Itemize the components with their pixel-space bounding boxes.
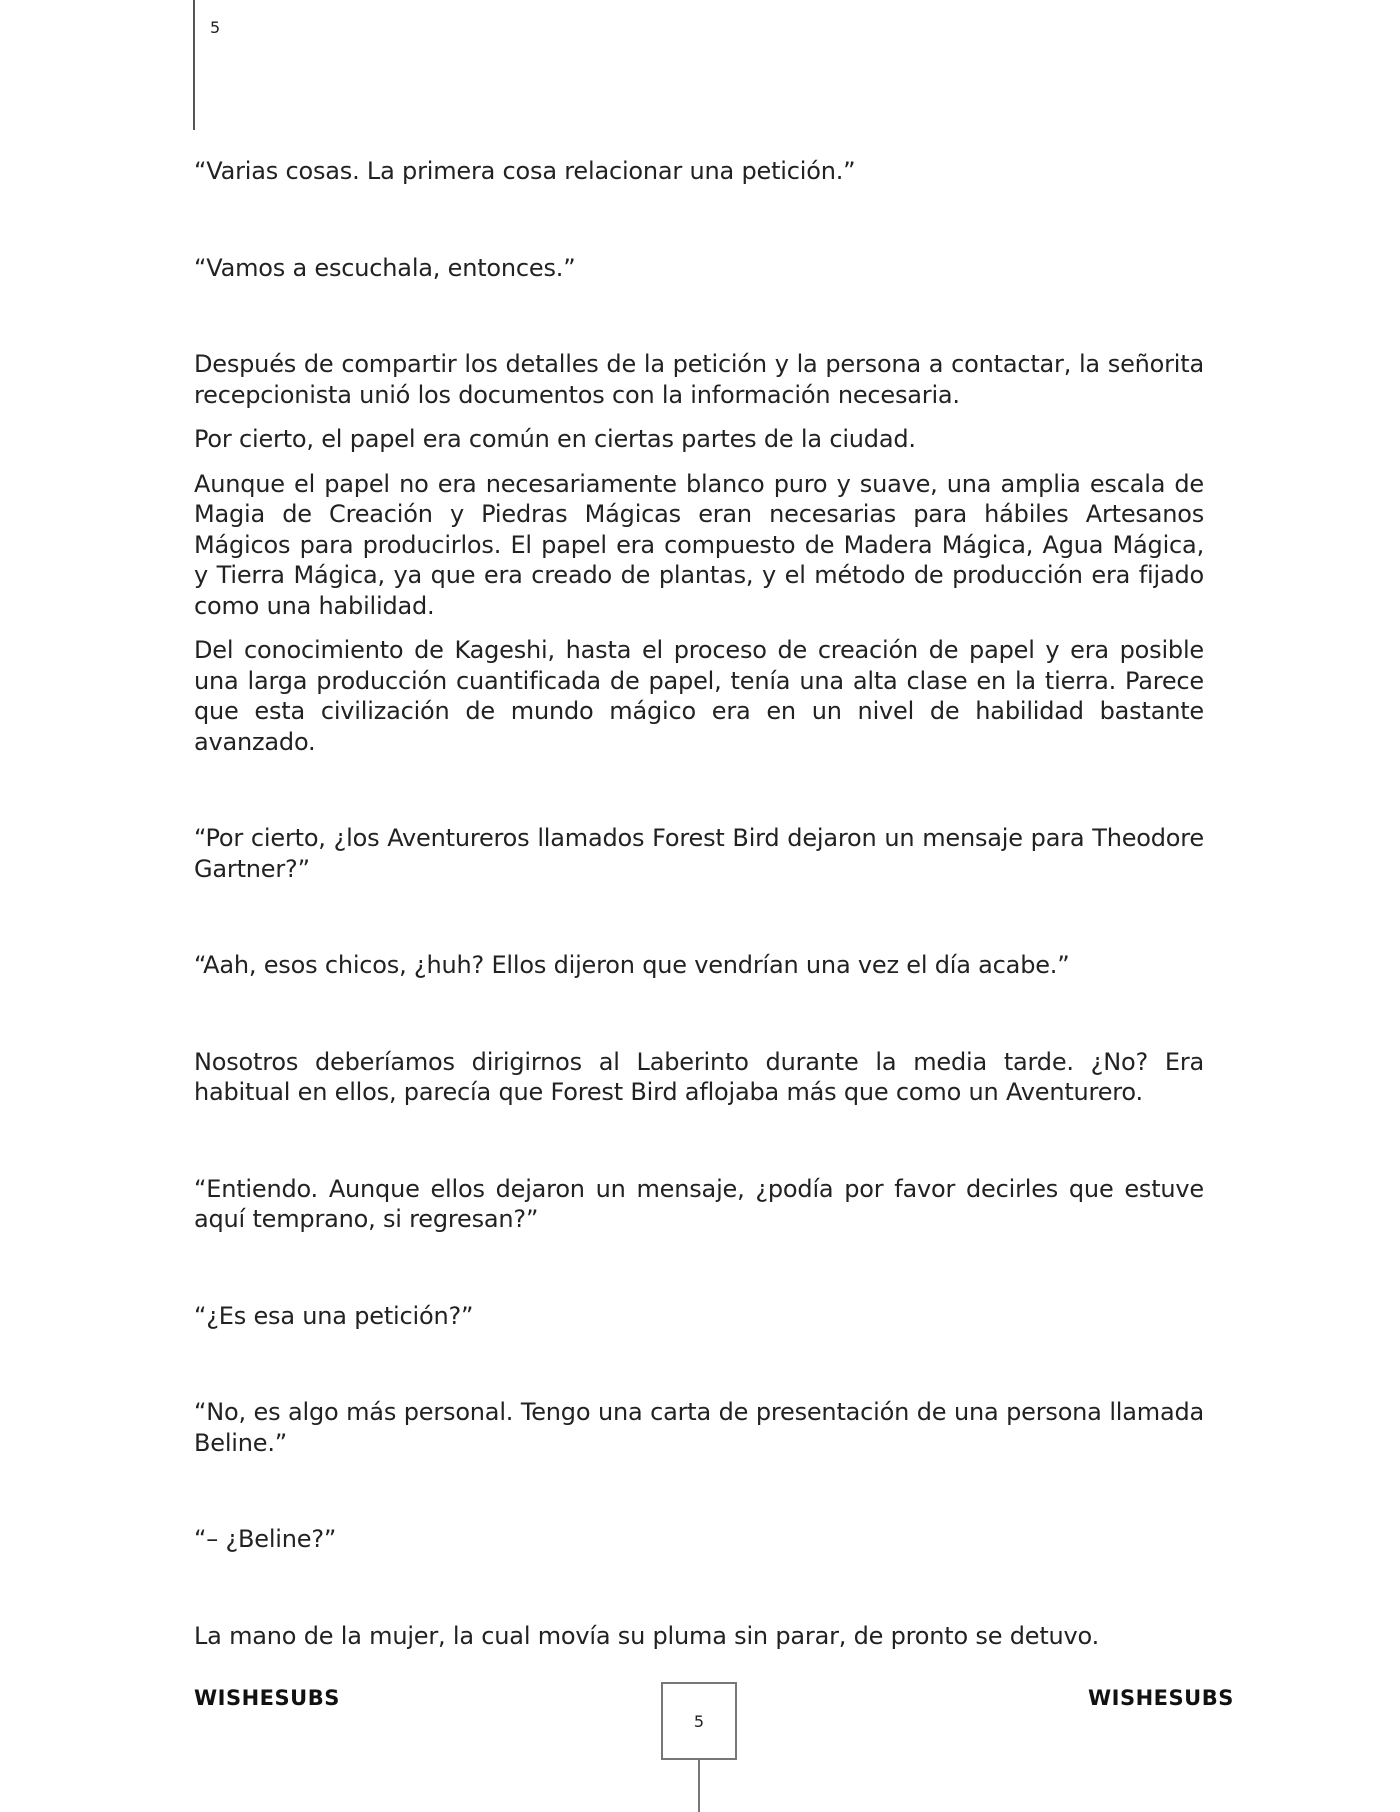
paragraph-12: “No, es algo más personal. Tengo una carta de presentación de una persona llamada Beline.” — [194, 1398, 1204, 1457]
paragraph-10: “Entiendo. Aunque ellos dejaron un mensaje, ¿podía por favor decirles que estuve aquí temprano, si regresan?” — [194, 1174, 1204, 1233]
paragraph-2: “Vamos a escuchala, entonces.” — [194, 253, 576, 282]
footer-rule — [698, 1760, 700, 1812]
paragraph-5: Aunque el papel no era necesariamente blanco puro y suave, una amplia escala de Magia de Creación y Piedras Mágicas eran necesarias para hábiles Artesanos Mágicos para producirlos. El papel era compuesto de Madera Mágica, Agua Mágica, y Tierra Mágica, ya que era creado de plantas, y el método de producción era fijado como una habilidad. — [194, 469, 1204, 620]
paragraph-8: “Aah, esos chicos, ¿huh? Ellos dijeron que vendrían una vez el día acabe.” — [194, 951, 1070, 979]
footer-page-number-box — [661, 1682, 737, 1760]
paragraph-3: Después de compartir los detalles de la petición y la persona a contactar, la señorita recepcionista unió los documentos con la información necesaria. — [194, 350, 1204, 409]
header-page-number: 5 — [210, 18, 221, 37]
footer-brand-right: WISHESUBS — [1088, 1686, 1234, 1710]
paragraph-13: “– ¿Beline?” — [194, 1525, 337, 1553]
paragraph-4: Por cierto, el papel era común en ciertas partes de la ciudad. — [194, 425, 916, 453]
paragraph-9: Nosotros deberíamos dirigirnos al Laberinto durante la media tarde. ¿No? Era habitual en ellos, parecía que Forest Bird aflojaba más que como un Aventurero. — [194, 1047, 1204, 1106]
paragraph-14: La mano de la mujer, la cual movía su pluma sin parar, de pronto se detuvo. — [194, 1621, 1100, 1650]
paragraph-11: “¿Es esa una petición?” — [194, 1301, 474, 1330]
paragraph-1: “Varias cosas. La primera cosa relacionar una petición.” — [194, 157, 856, 185]
footer-brand-left: WISHESUBS — [194, 1686, 340, 1710]
paragraph-6: Del conocimiento de Kageshi, hasta el proceso de creación de papel y era posible una larga producción cuantificada de papel, tenía una alta clase en la tierra. Parece que esta civilización de mundo mágico era en un nivel de habilidad bastante avanzado. — [194, 636, 1204, 756]
body-text — [194, 156, 1204, 1651]
header-rule — [193, 0, 195, 130]
paragraph-7: “Por cierto, ¿los Aventureros llamados Forest Bird dejaron un mensaje para Theodore Gartner?” — [194, 824, 1204, 883]
footer-page-number: 5 — [693, 1711, 705, 1731]
